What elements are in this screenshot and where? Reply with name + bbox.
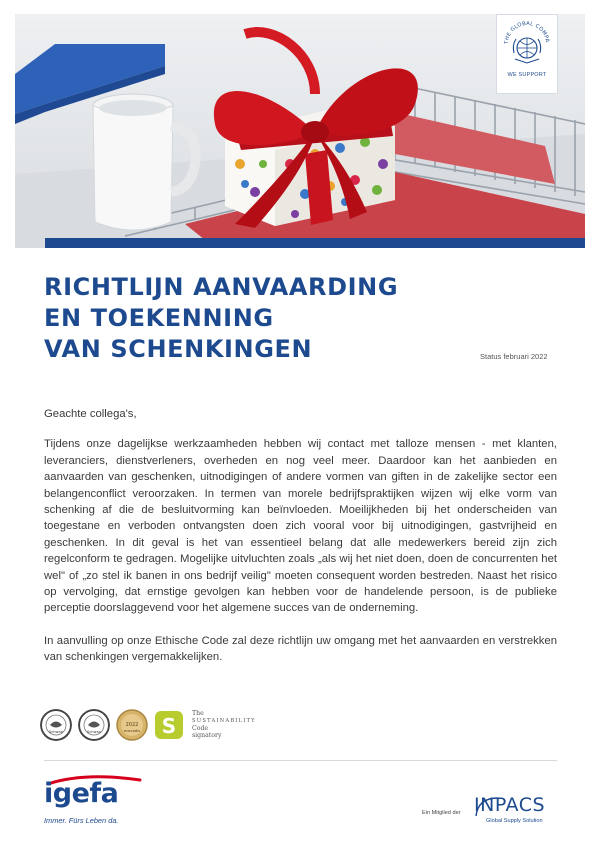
igefa-wordmark: igefa [44,778,119,809]
title-line-1: RICHTLIJN AANVAARDING [44,273,399,301]
inpacs-wordmark: INPACS [474,794,546,816]
inpacs-logo [472,794,562,828]
igefa-tagline: Immer. Fürs Leben da. [44,816,119,825]
badge-circle-text: THE GLOBAL COMPA [503,20,550,45]
seal-1-label: Schwan [49,730,63,734]
global-compact-badge [496,14,558,94]
svg-text:THE GLOBAL COMPACT [502,19,550,45]
ecovadis-name: ecovadis [123,728,141,733]
inpacs-tagline: Global Supply Solution [486,818,543,824]
un-emblem-icon [502,19,552,69]
greeting: Geachte collega's, [44,408,137,420]
title-line-2: EN TOEKENNING [44,304,274,332]
member-text: Ein Mitglied der [422,810,461,816]
sustainability-code-icon [154,709,184,741]
status-date: Status februari 2022 [480,352,548,361]
page-title [44,272,444,365]
hero-accent-bar [45,238,585,248]
paragraph-2: In aanvulling op onze Ethische Code zal deze richtlijn uw omgang met het aanvaarden en verstrekken van schenkingen vergemakkelijken. [44,634,557,664]
badge-support-text: WE SUPPORT [507,72,547,78]
igefa-logo [44,774,154,834]
title-line-3: VAN SCHENKINGEN [44,335,313,363]
ecovadis-year: 2022 [125,722,139,728]
certification-logos [40,708,256,742]
paragraph-1: Tijdens onze dagelijkse werkzaamheden hebben wij contact met talloze mensen - met klanten, leveranciers, dienstverleners, overheden en nog veel meer. Daardoor kan het aanbieden en aanvaarden van geschenken, uitnodigingen of andere vormen van giften in de zakelijke sector een belangenconflict veroorzaken. In termen van morele bedrijfspraktijken wijzen wij elke vorm van schenking af die de besluitvorming kan beïnvloeden. Moeilijkheden bij het onderscheiden van toegestane en verboden ontvangsten doen zich vooral voor bij uitnodigingen, gastvrijheid en geschenken. In dit geval is het van essentieel belang dat alle medewerkers bereid zijn zich regelconform te gedragen. Mogelijke uitvluchten zoals „als wij het niet doen, doen de concurrenten het wel" of „zo stel ik banen in ons bedrijf veilig" moeten consequent worden bestreden. Naast het risico op vervolging, dat ernstige gevolgen kan hebben voor de handelende persoon, is de publieke perceptie doorslaggevend voor het algemene succes van de onderneming. [44,438,557,615]
schwan-seal-1-icon [40,709,72,741]
ecovadis-medal-icon [116,709,148,741]
sustainability-code-text: The SUSTAINABILITY Code signatory [192,710,256,740]
seal-2-label: Schwan [87,730,101,734]
body-text [44,406,557,666]
schwan-seal-2-icon [78,709,110,741]
footer-divider [44,760,557,761]
svg-text:S: S [161,714,177,738]
